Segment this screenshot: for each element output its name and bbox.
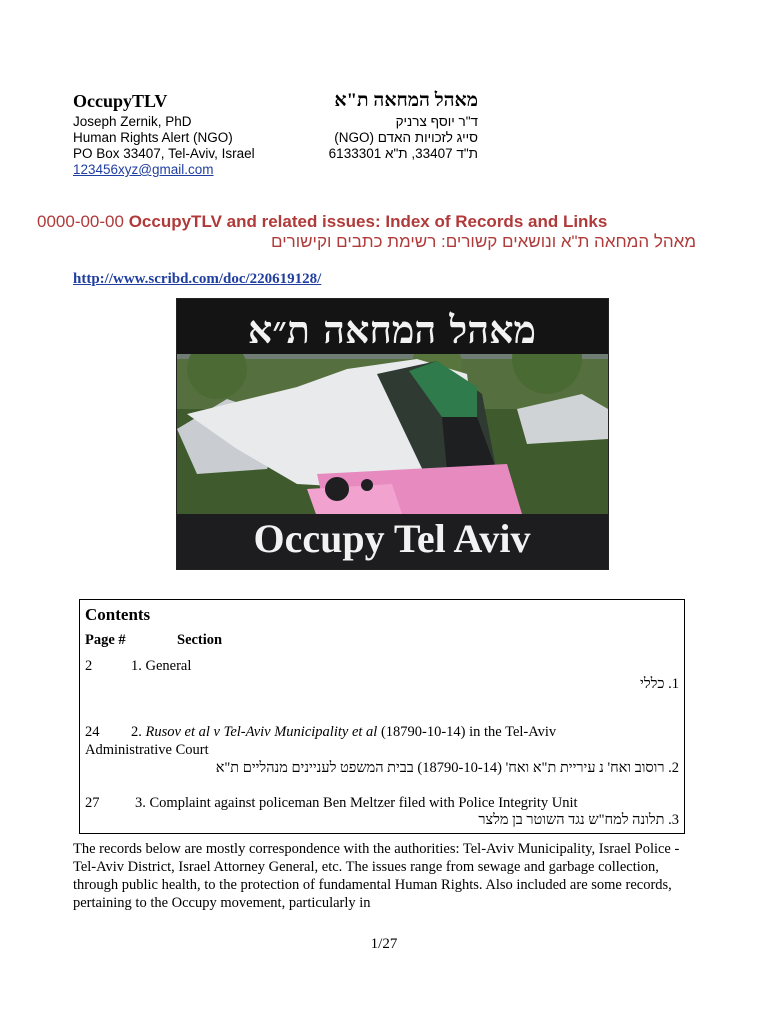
title-english: OccupyTLV and related issues: Index of Records and Links bbox=[128, 212, 608, 231]
toc-page-number: 27 bbox=[85, 795, 100, 811]
toc-entry-hebrew: 3. תלונה למח"ש נגד השוטר בן מלצר bbox=[478, 812, 679, 828]
banner-english: Occupy Tel Aviv bbox=[253, 516, 531, 561]
address-line: ת"ד 33407, ת"א 6133301 bbox=[328, 146, 478, 161]
intro-paragraph: The records below are mostly correspondence with the authorities: Tel-Aviv Municipality, Israel Police - Tel-Aviv District, Israel Attorney General, etc. The issues range from sewage and garbage collection, through public health, to the protection of fundamental Human Rights. Also included are some records, pertaining to the Occupy movement, particularly in bbox=[73, 841, 680, 911]
org-name-english: OccupyTLV bbox=[73, 91, 168, 111]
contents-box bbox=[79, 599, 685, 834]
toc-entry-hebrew: 1. כללי bbox=[640, 676, 679, 692]
toc-case-detail: (18790-10-14) in the Tel-Aviv bbox=[377, 724, 557, 740]
toc-entry-hebrew: 2. רוסוב ואח' נ עיריית ת"א ואח' (18790-10-14) בבית המשפט לעניינים מנהליים ת"א bbox=[215, 760, 679, 776]
address-block-english bbox=[73, 114, 255, 178]
title-hebrew: מאהל המחאה ת"א ונושאים קשורים: רשימת כתבים וקישורים bbox=[271, 232, 696, 251]
toc-entry-title: Complaint against policeman Ben Meltzer filed with Police Integrity Unit bbox=[149, 795, 578, 811]
title-date: 0000-00-00 bbox=[37, 212, 124, 231]
toc-entry-number: 3. bbox=[135, 795, 146, 811]
toc-entry-rusov[interactable] bbox=[131, 724, 556, 741]
toc-case-detail-cont: Administrative Court bbox=[85, 742, 209, 758]
toc-entry-number: 1. bbox=[131, 658, 142, 674]
toc-entry-number: 2. bbox=[131, 724, 142, 740]
address-line: סייג לזכויות האדם (NGO) bbox=[334, 130, 478, 145]
toc-entry-complaint[interactable] bbox=[135, 795, 578, 812]
address-line: Joseph Zernik, PhD bbox=[73, 114, 192, 129]
org-name-hebrew: מאהל המחאה ת"א bbox=[334, 90, 478, 111]
scribd-link[interactable]: http://www.scribd.com/doc/220619128/ bbox=[73, 271, 322, 287]
col-section-header: Section bbox=[177, 632, 223, 648]
page-number: 1/27 bbox=[370, 936, 398, 952]
toc-case-name: Rusov et al v Tel-Aviv Municipality et al bbox=[145, 724, 378, 740]
address-line: PO Box 33407, Tel-Aviv, Israel bbox=[73, 146, 255, 161]
document-title bbox=[37, 212, 607, 232]
address-block-hebrew bbox=[300, 114, 478, 162]
tent-camp-image bbox=[177, 299, 608, 569]
address-line: Human Rights Alert (NGO) bbox=[73, 130, 233, 145]
toc-entry-general[interactable] bbox=[131, 658, 191, 675]
toc-entry-title: General bbox=[145, 658, 192, 674]
col-page-header: Page # bbox=[85, 632, 126, 648]
address-line: ד"ר יוסף צרניק bbox=[395, 114, 478, 129]
toc-page-number: 2 bbox=[85, 658, 93, 674]
cover-photo bbox=[176, 298, 609, 570]
contents-heading: Contents bbox=[85, 605, 151, 624]
toc-page-number: 24 bbox=[85, 724, 100, 740]
email-link[interactable]: 123456xyz@gmail.com bbox=[73, 162, 214, 177]
banner-hebrew: מאהל המחאה ת״א bbox=[247, 307, 537, 352]
